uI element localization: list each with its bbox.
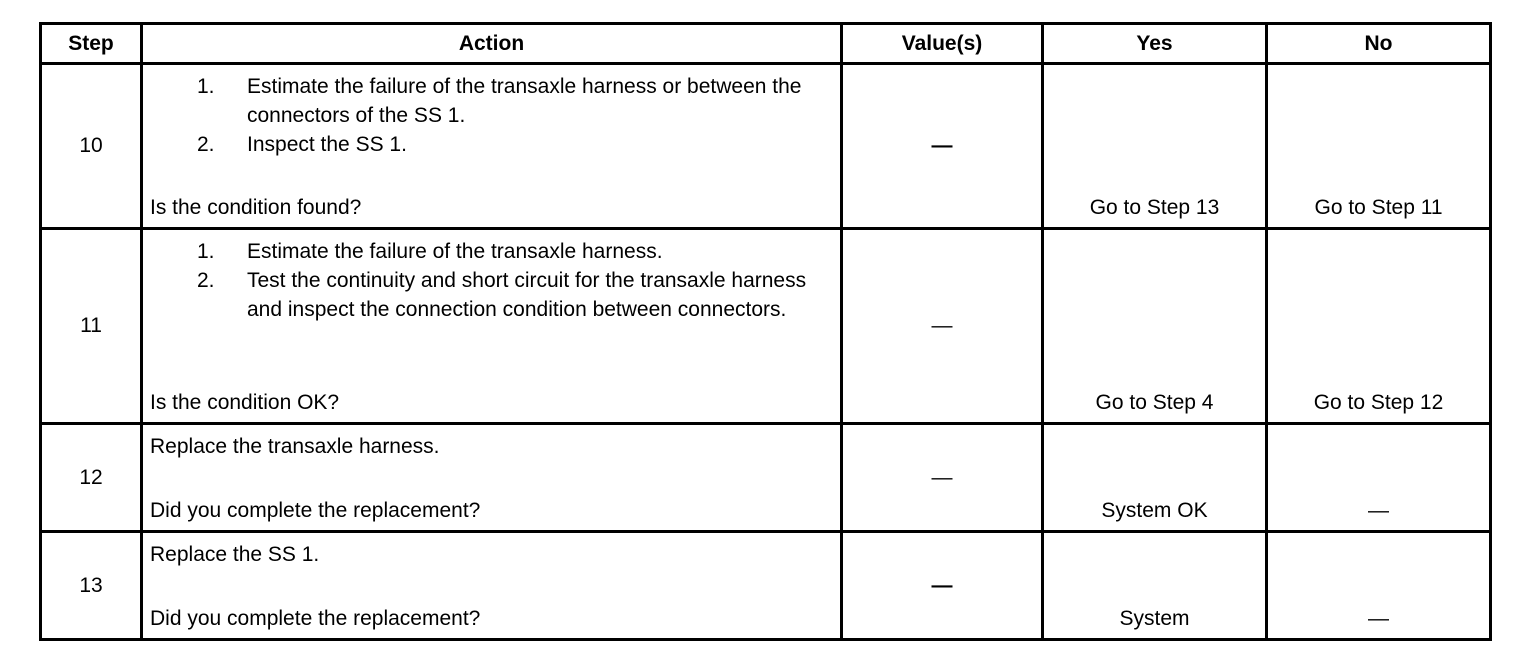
header-step: Step xyxy=(41,24,142,64)
value-cell: — xyxy=(842,424,1043,532)
no-result: Go to Step 12 xyxy=(1313,391,1444,414)
yes-result: Go to Step 4 xyxy=(1095,391,1214,414)
action-question: Is the condition found? xyxy=(150,196,362,219)
step-number: 11 xyxy=(41,229,142,424)
table-row xyxy=(41,64,1491,229)
action-item-text: Test the continuity and short circuit for the transaxle harness and inspect the connection condition between connectors. xyxy=(247,269,807,321)
action-item-number: 2. xyxy=(197,269,215,292)
action-question: Is the condition OK? xyxy=(150,391,340,414)
action-question: Did you complete the replacement? xyxy=(150,607,481,630)
action-text: Replace the transaxle harness. xyxy=(150,435,440,458)
table-row xyxy=(41,229,1491,424)
yes-cell xyxy=(1043,64,1267,229)
table-row xyxy=(41,532,1491,640)
action-item-text: Estimate the failure of the transaxle harness. xyxy=(247,240,663,263)
yes-cell xyxy=(1043,532,1267,640)
action-cell xyxy=(142,532,842,640)
step-number: 10 xyxy=(41,64,142,229)
action-item-text: Estimate the failure of the transaxle harness or between the connectors of the SS 1. xyxy=(247,75,802,127)
action-item xyxy=(143,72,830,130)
header-no: No xyxy=(1267,24,1491,64)
action-text: Replace the SS 1. xyxy=(150,543,320,566)
action-cell xyxy=(142,229,842,424)
action-item-number: 1. xyxy=(197,240,215,263)
no-cell xyxy=(1267,64,1491,229)
action-item xyxy=(143,266,830,324)
value-cell: — xyxy=(842,532,1043,640)
yes-cell xyxy=(1043,424,1267,532)
action-item-number: 2. xyxy=(197,133,215,156)
header-row xyxy=(41,24,1491,64)
value-cell: — xyxy=(842,64,1043,229)
yes-result: System xyxy=(1119,607,1190,630)
value-cell: — xyxy=(842,229,1043,424)
action-cell xyxy=(142,424,842,532)
no-result: Go to Step 11 xyxy=(1314,196,1443,219)
no-cell xyxy=(1267,532,1491,640)
header-values: Value(s) xyxy=(842,24,1043,64)
header-action: Action xyxy=(142,24,842,64)
yes-result: System OK xyxy=(1101,499,1208,522)
no-cell xyxy=(1267,424,1491,532)
no-result: — xyxy=(1368,499,1389,522)
no-cell xyxy=(1267,229,1491,424)
diagnostic-table xyxy=(39,22,1492,641)
yes-result: Go to Step 13 xyxy=(1089,196,1220,219)
yes-cell xyxy=(1043,229,1267,424)
action-item xyxy=(143,130,830,159)
action-cell xyxy=(142,64,842,229)
action-item-text: Inspect the SS 1. xyxy=(247,133,407,156)
action-item xyxy=(143,237,830,266)
step-number: 12 xyxy=(41,424,142,532)
action-list xyxy=(143,72,830,159)
step-number: 13 xyxy=(41,532,142,640)
header-yes: Yes xyxy=(1043,24,1267,64)
action-question: Did you complete the replacement? xyxy=(150,499,481,522)
table-row xyxy=(41,424,1491,532)
action-item-number: 1. xyxy=(197,75,215,98)
no-result: — xyxy=(1368,607,1389,630)
action-list xyxy=(143,237,830,324)
